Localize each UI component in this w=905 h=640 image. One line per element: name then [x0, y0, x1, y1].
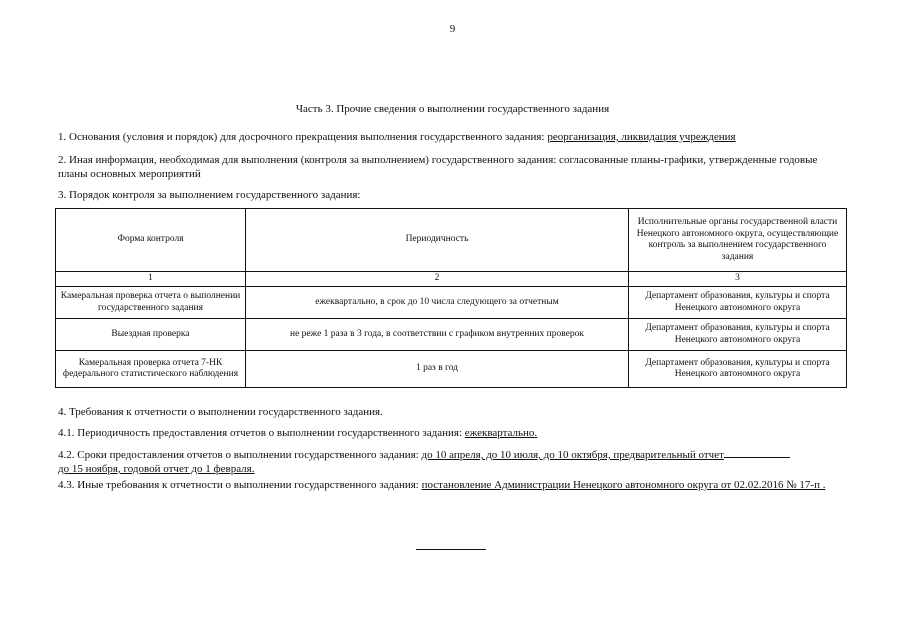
header-executive-bodies: Исполнительные органы государственной власти Ненецкого автономного округа, осуществляющие контроль за выполнением государственного задания — [629, 209, 847, 272]
table-cell: Выездная проверка — [56, 319, 246, 351]
other-reporting-value: постановление Администрации Ненецкого автономного округа от 02.02.2016 № 17-п . — [421, 479, 826, 491]
early-termination-grounds — [58, 130, 858, 144]
table-cell: не реже 1 раза в 3 года, в соответствии с графиком внутренних проверок — [246, 319, 629, 351]
other-information: 2. Иная информация, необходимая для выполнения (контроля за выполнением) государственного задания: согласованные планы-графики, утвержденные годовые планы основных мероприятий — [58, 154, 818, 180]
table-cell: Департамент образования, культуры и спорта Ненецкого автономного округа — [629, 351, 847, 388]
reporting-deadlines-label: 4.2. Сроки предоставления отчетов о выполнении государственного задания: — [58, 449, 422, 461]
table-cell: Камеральная проверка отчета 7-НК федерального статистического наблюдения — [56, 351, 246, 388]
table-row — [56, 351, 847, 388]
end-divider — [416, 549, 486, 550]
reporting-deadlines-value-cont: до 15 ноября, годовой отчет до 1 февраля. — [58, 463, 255, 475]
control-procedure-heading: 3. Порядок контроля за выполнением государственного задания: — [58, 189, 361, 201]
header-periodicity: Периодичность — [246, 209, 629, 272]
column-number: 3 — [629, 272, 847, 287]
table-cell: Департамент образования, культуры и спорта Ненецкого автономного округа — [629, 287, 847, 319]
other-reporting-requirements — [58, 478, 848, 492]
column-number: 2 — [246, 272, 629, 287]
part-title: Часть 3. Прочие сведения о выполнении государственного задания — [295, 103, 610, 115]
control-table — [55, 208, 847, 388]
reporting-deadlines — [58, 447, 858, 476]
table-cell: Департамент образования, культуры и спорта Ненецкого автономного округа — [629, 319, 847, 351]
column-number: 1 — [56, 272, 246, 287]
header-control-form: Форма контроля — [56, 209, 246, 272]
table-cell: 1 раз в год — [246, 351, 629, 388]
fill-line — [724, 447, 790, 458]
table-cell: Камеральная проверка отчета о выполнении государственного задания — [56, 287, 246, 319]
reporting-requirements-heading: 4. Требования к отчетности о выполнении государственного задания. — [58, 406, 383, 418]
other-reporting-label: 4.3. Иные требования к отчетности о выполнении государственного задания: — [58, 479, 422, 491]
table-row — [56, 319, 847, 351]
early-termination-label: 1. Основания (условия и порядок) для досрочного прекращения выполнения государственного задания: — [58, 131, 548, 143]
reporting-deadlines-value: до 10 апреля, до 10 июля, до 10 октября, предварительный отчет — [421, 449, 724, 461]
table-row — [56, 287, 847, 319]
table-header-row — [56, 209, 847, 272]
reporting-periodicity-value: ежеквартально. — [464, 427, 538, 439]
column-number-row — [56, 272, 847, 287]
reporting-periodicity-label: 4.1. Периодичность предоставления отчетов о выполнении государственного задания: — [58, 427, 465, 439]
page-number: 9 — [449, 23, 456, 35]
early-termination-value: реорганизация, ликвидация учреждения — [547, 131, 736, 143]
reporting-periodicity — [58, 426, 858, 440]
table-cell: ежеквартально, в срок до 10 числа следующего за отчетным — [246, 287, 629, 319]
